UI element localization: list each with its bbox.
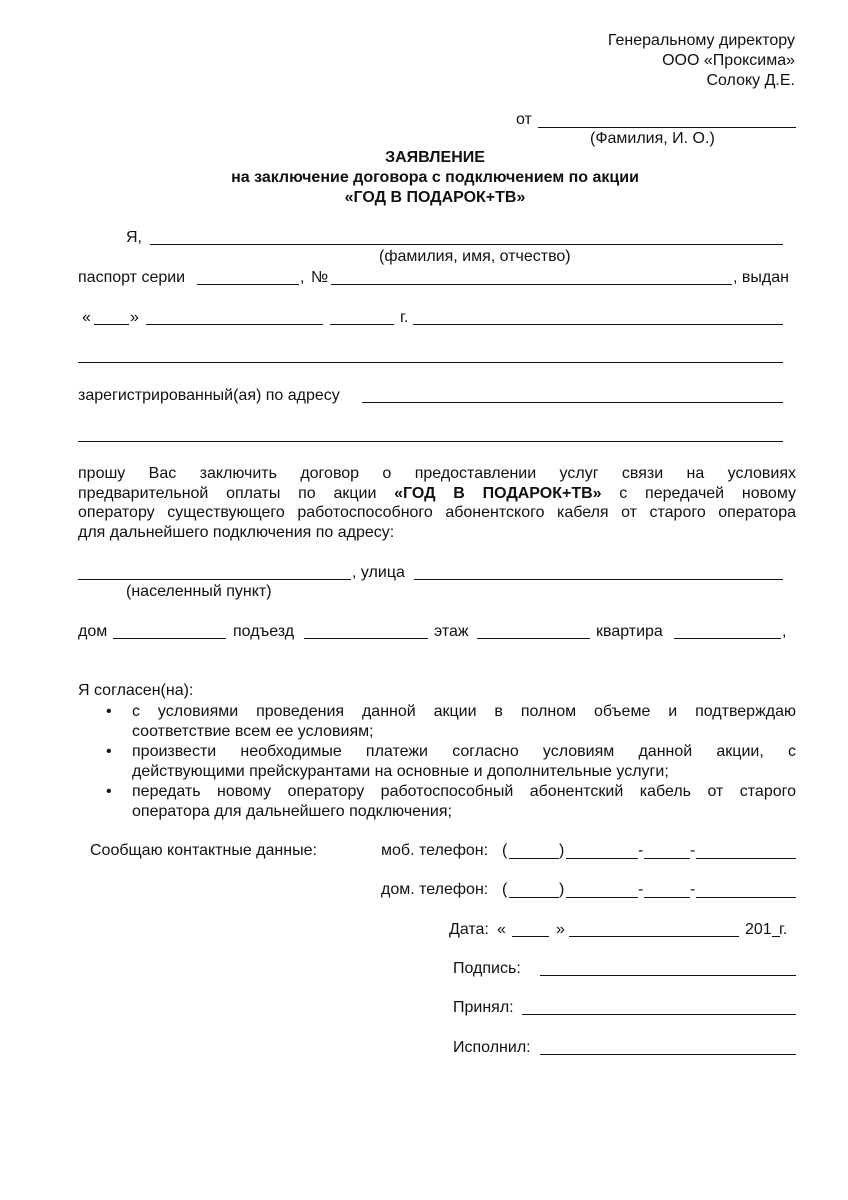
consent-item-1-line-2: соответствие всем ее условиям; (132, 722, 374, 740)
signature-label: Подпись: (453, 960, 521, 977)
bullet-3: • (106, 783, 112, 800)
passport-series-field[interactable] (197, 284, 299, 285)
mobile-paren-close: ) (559, 842, 565, 859)
issue-year-label: г. (400, 309, 409, 326)
house-field[interactable] (113, 638, 226, 639)
request-line-4: для дальнейшего подключения по адресу: (78, 523, 395, 541)
apartment-label: квартира (596, 623, 663, 640)
issue-date-quote-close: » (130, 309, 139, 326)
issued-by-field-continued[interactable] (78, 362, 783, 363)
date-year-suffix: г. (779, 921, 788, 938)
mobile-dash-1: - (638, 842, 644, 859)
mobile-number-part-3-field[interactable] (696, 858, 796, 859)
executed-by-field[interactable] (540, 1054, 796, 1055)
mobile-number-part-2-field[interactable] (644, 858, 690, 859)
date-day-field[interactable] (512, 936, 549, 937)
home-number-part-2-field[interactable] (644, 897, 690, 898)
recipient-line-2: ООО «Проксима» (662, 52, 795, 69)
recipient-line-1: Генеральному директору (607, 32, 795, 49)
mobile-paren-open: ( (502, 842, 508, 859)
floor-label: этаж (434, 623, 469, 640)
promotion-name: «ГОД В ПОДАРОК+ТВ» (344, 189, 526, 206)
consent-item-2-line-2: действующими прейскурантами на основные и дополнительные услуги; (132, 762, 669, 780)
from-name-field[interactable] (538, 127, 796, 128)
request-line-3: оператору существующего работоспособного абонентского кабеля от старого оператора (78, 504, 796, 521)
request-line-2 (78, 484, 796, 504)
executed-by-label: Исполнил: (453, 1039, 531, 1056)
home-number-part-1-field[interactable] (566, 897, 638, 898)
recipient-line-3: Солоку Д.Е. (706, 72, 795, 89)
issued-by-field[interactable] (413, 324, 783, 325)
issue-date-quote-open: « (82, 309, 91, 326)
mobile-dash-2: - (690, 842, 696, 859)
consent-item-3-line-2: оператора для дальнейшего подключения; (132, 802, 452, 820)
consent-item-1-line-1: с условиями проведения данной акции в полном объеме и подтверждаю (132, 703, 796, 720)
date-month-field[interactable] (569, 936, 739, 937)
home-phone-label: дом. телефон: (381, 881, 489, 898)
request-line-1: прошу Вас заключить договор о предоставлении услуг связи на условиях (78, 465, 796, 482)
house-label: дом (78, 623, 108, 640)
passport-series-comma: , (300, 269, 305, 286)
mobile-number-part-1-field[interactable] (566, 858, 638, 859)
passport-series-label: паспорт серии (78, 269, 186, 286)
date-quote-open: « (497, 921, 506, 938)
accepted-by-field[interactable] (522, 1014, 796, 1015)
apartment-trailing-comma: , (782, 623, 787, 640)
registered-address-field-continued[interactable] (78, 441, 783, 442)
passport-number-field[interactable] (331, 284, 732, 285)
date-year-prefix: 201 (745, 921, 772, 938)
request-promotion-name: «ГОД В ПОДАРОК+ТВ» (394, 484, 602, 502)
document-title: ЗАЯВЛЕНИЕ (385, 149, 485, 166)
date-label: Дата: (449, 921, 489, 938)
full-name-field[interactable] (150, 244, 783, 245)
contacts-label: Сообщаю контактные данные: (90, 842, 317, 859)
locality-caption: (населенный пункт) (126, 583, 272, 600)
request-line-2-post: с передачей новому (601, 484, 797, 502)
entrance-field[interactable] (304, 638, 428, 639)
home-paren-close: ) (559, 881, 565, 898)
registered-address-label: зарегистрированный(ая) по адресу (78, 387, 340, 404)
issued-label: , выдан (733, 269, 789, 286)
apartment-field[interactable] (674, 638, 781, 639)
bullet-2: • (106, 743, 112, 760)
entrance-label: подъезд (233, 623, 295, 640)
request-line-2-pre: предварительной оплаты по акции (78, 484, 395, 502)
document-subtitle: на заключение договора с подключением по акции (231, 169, 639, 186)
accepted-by-label: Принял: (453, 999, 514, 1016)
full-name-caption: (фамилия, имя, отчество) (379, 248, 571, 265)
mobile-area-code-field[interactable] (509, 858, 559, 859)
bullet-1: • (106, 703, 112, 720)
consent-item-3-line-1: передать новому оператору работоспособный абонентский кабель от старого (132, 783, 796, 800)
home-paren-open: ( (502, 881, 508, 898)
home-dash-1: - (638, 881, 644, 898)
street-label: , улица (352, 564, 405, 581)
passport-number-label: № (311, 269, 329, 286)
consent-title: Я согласен(на): (78, 682, 194, 699)
date-quote-close: » (556, 921, 565, 938)
home-number-part-3-field[interactable] (696, 897, 796, 898)
issue-day-field[interactable] (94, 324, 129, 325)
issue-year-field[interactable] (330, 324, 394, 325)
consent-item-2-line-1: произвести необходимые платежи согласно условиям данной акции, с (132, 743, 796, 760)
registered-address-field[interactable] (362, 402, 783, 403)
from-label: от (516, 111, 532, 128)
i-label: Я, (126, 229, 142, 246)
signature-field[interactable] (540, 975, 796, 976)
home-dash-2: - (690, 881, 696, 898)
street-field[interactable] (414, 579, 783, 580)
floor-field[interactable] (477, 638, 590, 639)
issue-month-field[interactable] (146, 324, 323, 325)
from-caption: (Фамилия, И. О.) (590, 130, 715, 147)
home-area-code-field[interactable] (509, 897, 559, 898)
locality-field[interactable] (78, 579, 351, 580)
mobile-phone-label: моб. телефон: (381, 842, 489, 859)
